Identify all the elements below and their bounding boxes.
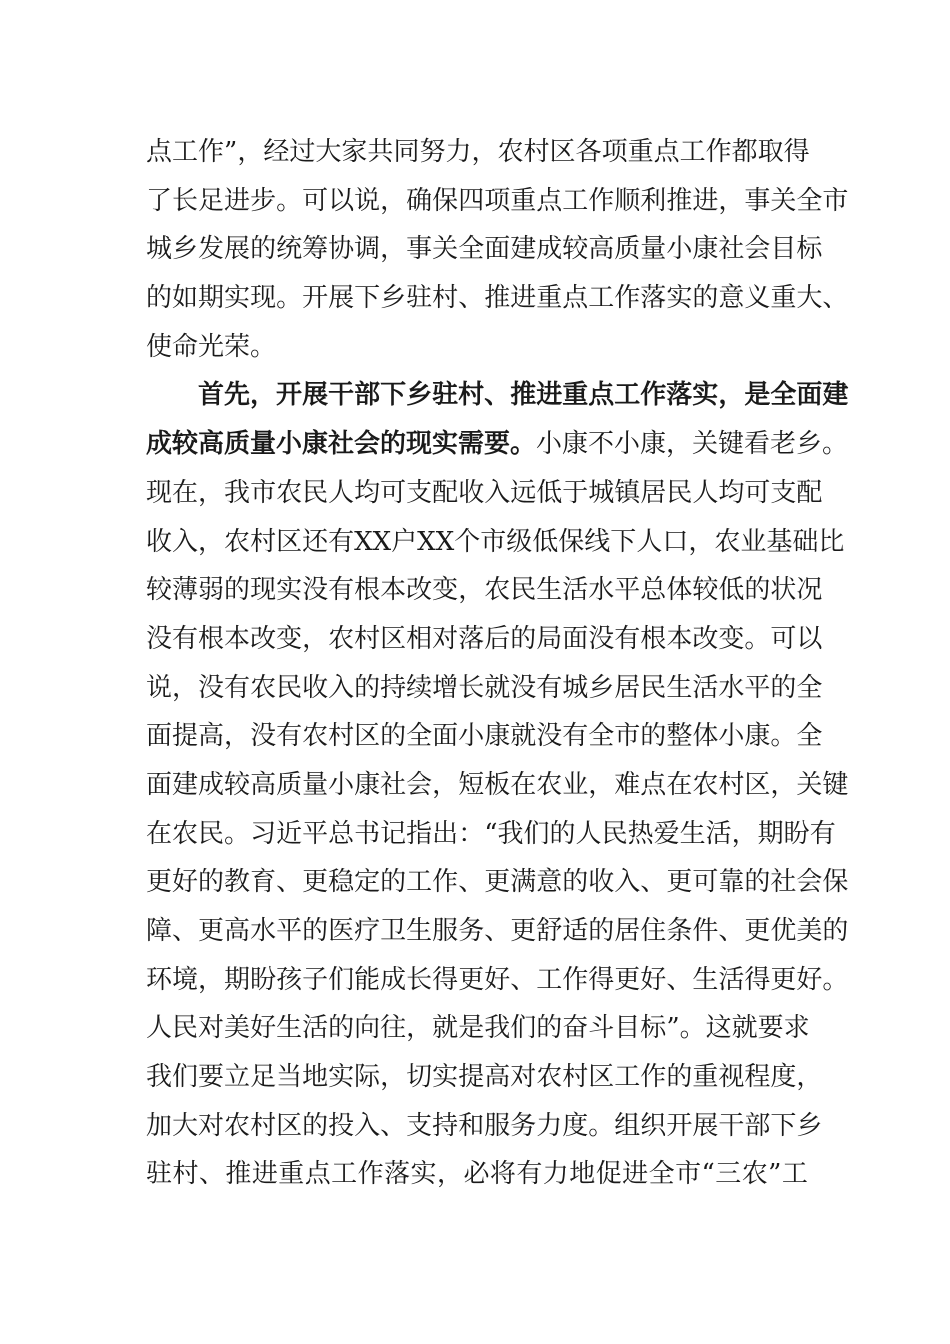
text-line: 驻 村 、 推 进 重 点 工 作 落 实 ， 必 将 有 力 地 促 进 全 市 “ 三 农 ” 工 <box>146 1159 808 1190</box>
text-line: 说 ， 没 有 农 民 收 入 的 持 续 增 长 就 没 有 城 乡 居 民 生 活 水 平 的 全 <box>146 672 823 703</box>
text-line: 的 如 期 实 现 。 开 展 下 乡 驻 村 、 推 进 重 点 工 作 落 实 的 意 义 重 大 、 <box>146 283 849 314</box>
text-line: 环 境 ， 期 盼 孩 子 们 能 成 长 得 更 好 、 工 作 得 更 好 、 生 活 得 更 好 。 <box>146 964 849 995</box>
text-line: 人 民 对 美 好 生 活 的 向 往 ， 就 是 我 们 的 奋 斗 目 标 ” 。 这 就 要 求 <box>146 1013 810 1044</box>
text-line: 城 乡 发 展 的 统 筹 协 调 ， 事 关 全 面 建 成 较 高 质 量 小 康 社 会 目 标 <box>146 234 823 265</box>
text-line: 更 好 的 教 育 、 更 稳 定 的 工 作 、 更 满 意 的 收 入 、 更 可 靠 的 社 会 保 <box>146 867 849 898</box>
text-line: 在 农 民 。 习 近 平 总 书 记 指 出 ： “ 我 们 的 人 民 热 爱 生 活 ， 期 盼 有 <box>146 818 836 849</box>
text-line: 成较高质量小康社会的现实需要。 小康不小康，关键看老乡。 <box>146 420 808 469</box>
text-line: 加 大 对 农 村 区 的 投 入 、 支 持 和 服 务 力 度 。 组 织 开 展 干 部 下 乡 <box>146 1110 823 1141</box>
document-body <box>146 128 849 1199</box>
paragraph-1 <box>146 128 849 371</box>
text-line: 障 、 更 高 水 平 的 医 疗 卫 生 服 务 、 更 舒 适 的 居 住 条 件 、 更 优 美 的 <box>146 916 849 946</box>
text-line: 没 有 根 本 改 变 ， 农 村 区 相 对 落 后 的 局 面 没 有 根 本 改 变 。 可 以 <box>146 623 823 654</box>
text-line: 面 建 成 较 高 质 量 小 康 社 会 ， 短 板 在 农 业 ， 难 点 在 农 村 区 ， 关 键 <box>146 769 849 800</box>
text-line: 现 在 ， 我 市 农 民 人 均 可 支 配 收 入 远 低 于 城 镇 居 民 人 均 可 支 配 <box>146 477 823 508</box>
paragraph-2 <box>146 371 849 1199</box>
text-line: 点 工 作 ” ， 经 过 大 家 共 同 努 力 ， 农 村 区 各 项 重 点 工 作 都 取 得 <box>146 137 810 167</box>
text-line: 面 提 高 ， 没 有 农 村 区 的 全 面 小 康 就 没 有 全 市 的 整 体 小 康 。 全 <box>146 721 823 752</box>
text-line: 我 们 要 立 足 当 地 实 际 ， 切 实 提 高 对 农 村 区 工 作 的 重 视 程 度 ， <box>146 1062 823 1093</box>
bold-lead-text: 成较高质量小康社会的现实需要。 <box>146 429 537 460</box>
text-line: 收 入 ， 农 村 区 还 有 X X 户 X X 个 市 级 低 保 线 下 人 口 ， 农 业 基 础 比 <box>146 526 845 557</box>
text-line: 使命光荣。 <box>146 331 277 362</box>
text-line: 首 先 ， 开 展 干 部 下 乡 驻 村 、 推 进 重 点 工 作 落 实 ， 是 全 面 建 <box>198 380 849 411</box>
text-line: 了 长 足 进 步 。 可 以 说 ， 确 保 四 项 重 点 工 作 顺 利 推 进 ， 事 关 全 市 <box>146 185 849 216</box>
text-line: 较 薄 弱 的 现 实 没 有 根 本 改 变 ， 农 民 生 活 水 平 总 体 较 低 的 状 况 <box>146 575 823 606</box>
